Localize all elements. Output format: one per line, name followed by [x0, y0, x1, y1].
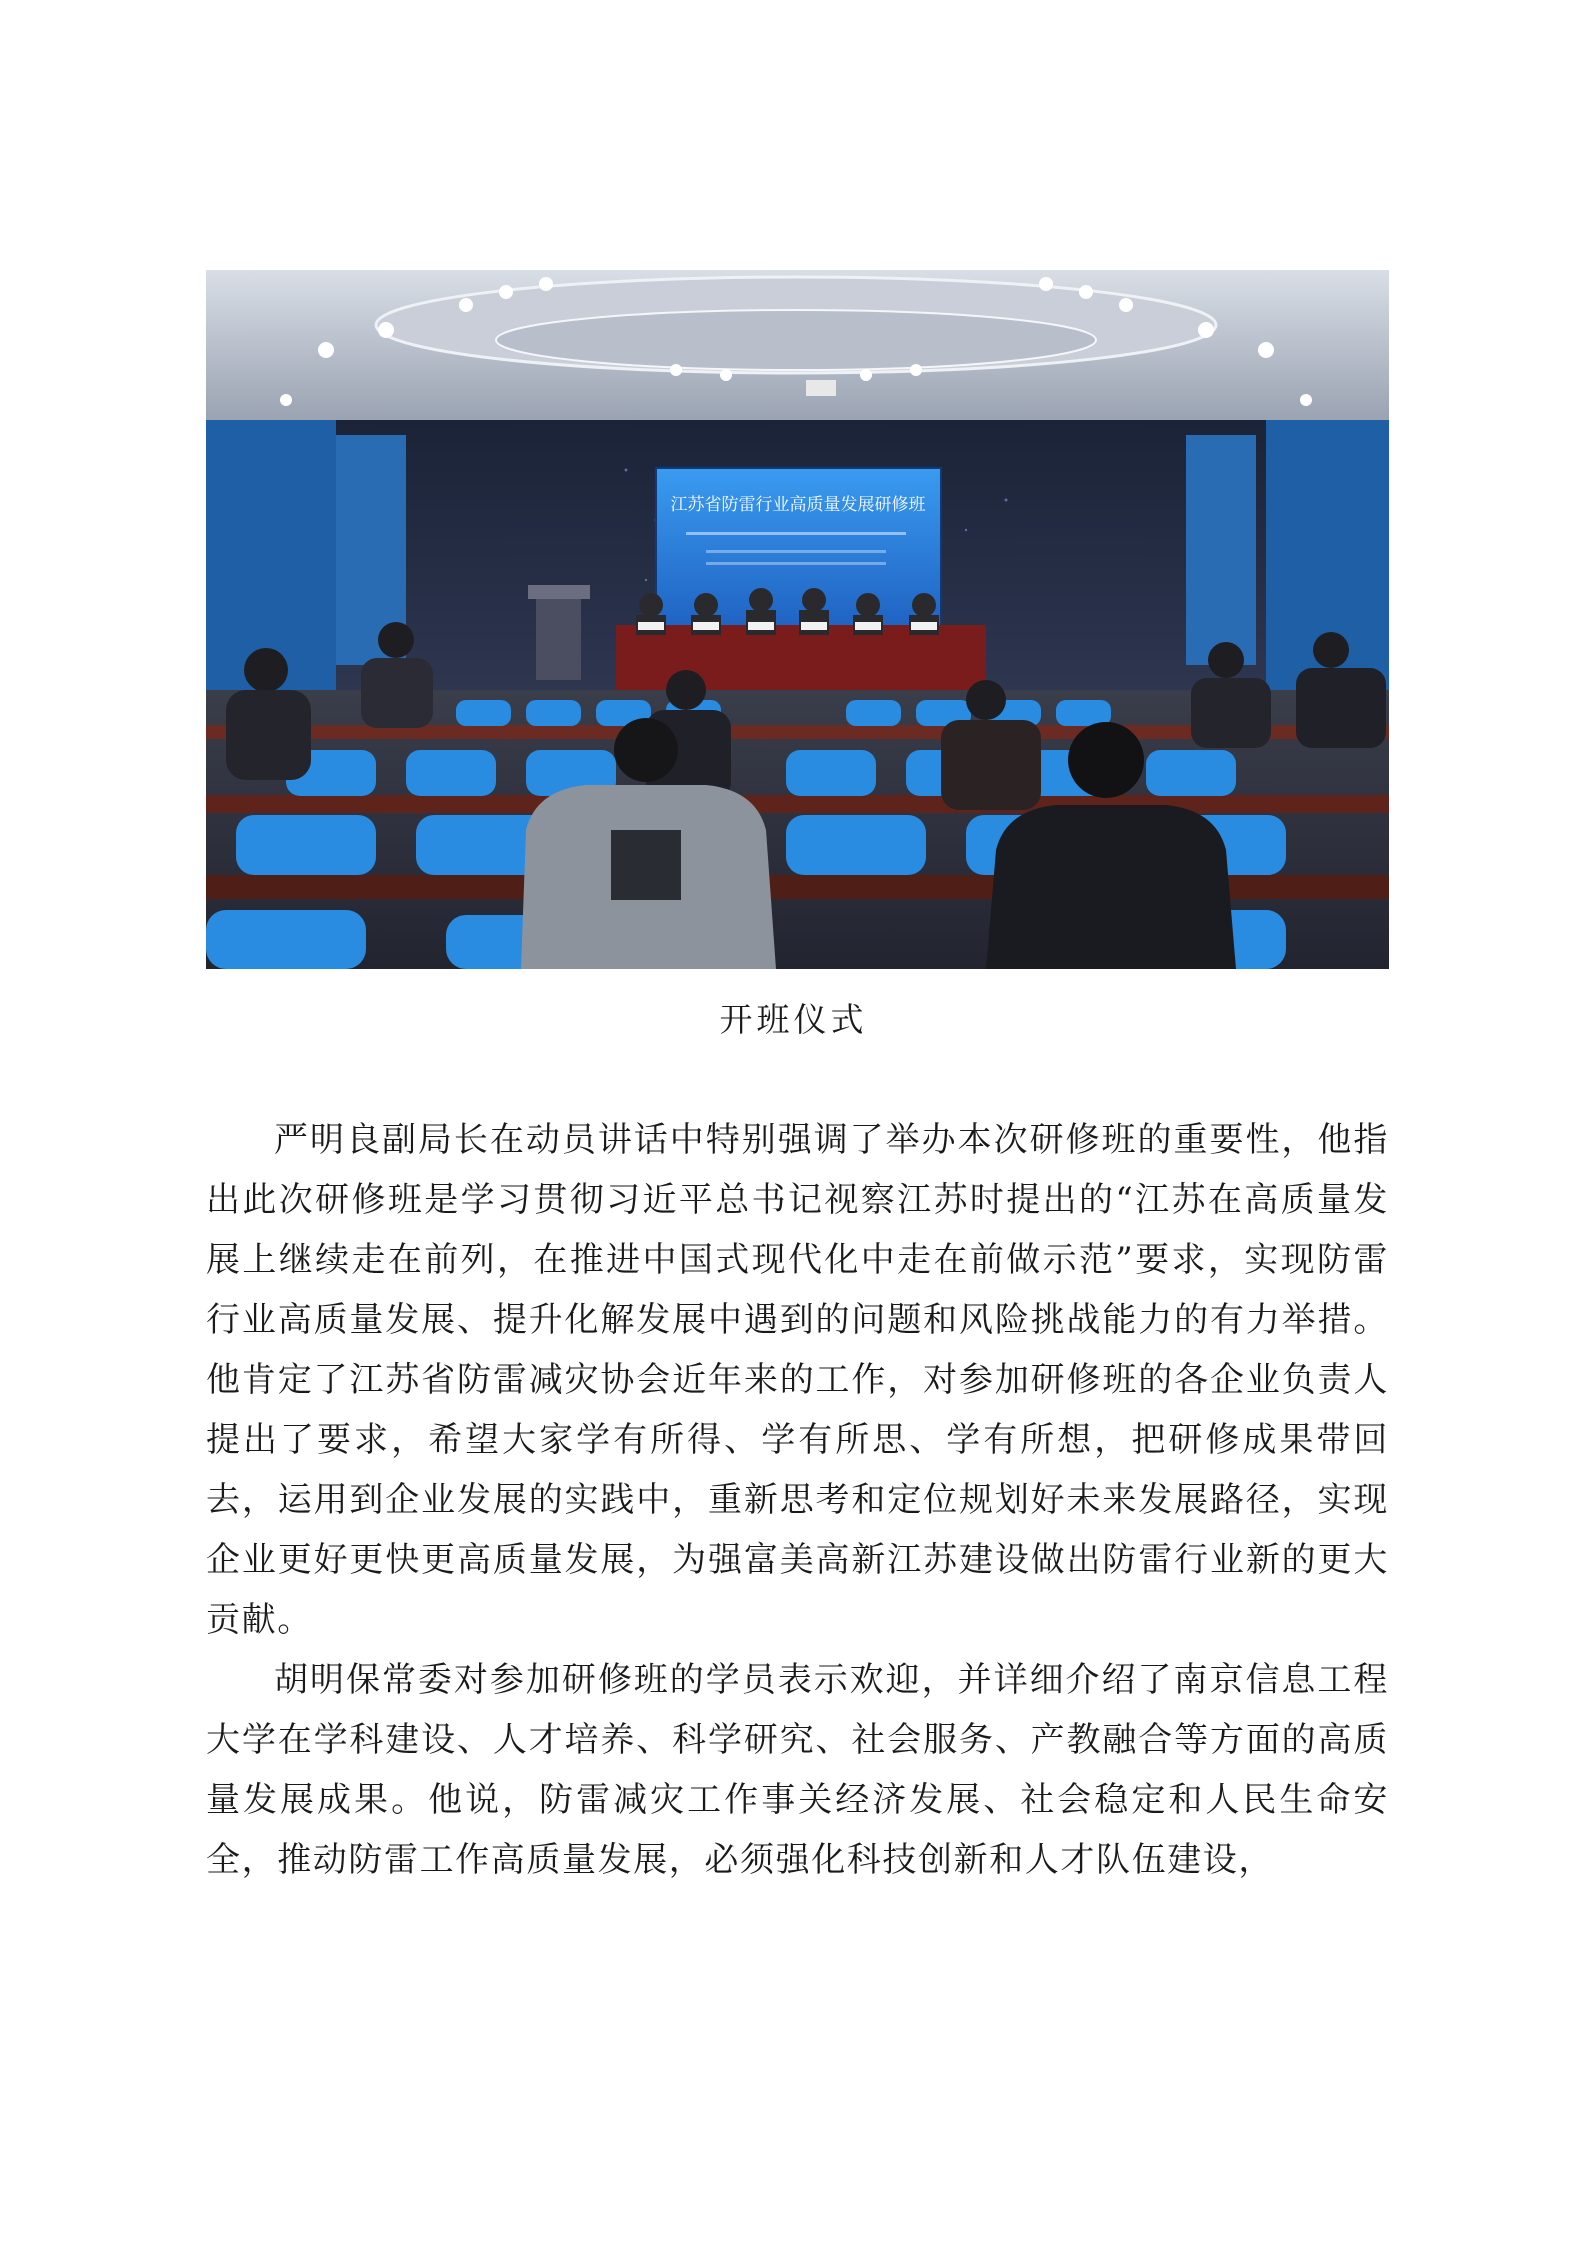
paragraph-2: 胡明保常委对参加研修班的学员表示欢迎，并详细介绍了南京信息工程大学在学科建设、人才培养、科学研究、社会服务、产教融合等方面的高质量发展成果。他说，防雷减灾工作事关经济发展、社会稳定和人民生命安全，推动防雷工作高质量发展，必须强化科技创新和人才队伍建设，: [206, 1660, 1389, 1880]
screen-line-2: [706, 550, 886, 553]
ceiling-ring-inner: [496, 310, 1096, 370]
projector: [806, 380, 836, 396]
right-window-blind-2: [1186, 435, 1256, 665]
article-body: [206, 1110, 1389, 1890]
screen-banner-title: 江苏省防雷行业高质量发展研修班: [670, 495, 926, 515]
podium: [536, 590, 581, 680]
photo-caption: 开班仪式: [719, 1000, 868, 1039]
paragraph-1: 严明良副局长在动员讲话中特别强调了举办本次研修班的重要性，他指出此次研修班是学习贯彻习近平总书记视察江苏时提出的“江苏在高质量发展上继续走在前列，在推进中国式现代化中走在前做示范”要求，实现防雷行业高质量发展、提升化解发展中遇到的问题和风险挑战能力的有力举措。他肯定了江苏省防雷减灾协会近年来的工作，对参加研修班的各企业负责人提出了要求，希望大家学有所得、学有所思、学有所想，把研修成果带回去，运用到企业发展的实践中，重新思考和定位规划好未来发展路径，实现企业更好更快更高质量发展，为强富美高新江苏建设做出防雷行业新的更大贡献。: [206, 1120, 1389, 1640]
screen-line: [686, 532, 906, 535]
desk-row-2: [206, 795, 1389, 813]
conference-photo: [206, 270, 1389, 969]
screen-line-3: [706, 562, 886, 565]
podium-top: [528, 585, 590, 599]
attendee-black-jacket: [986, 805, 1236, 969]
conference-photo-svg: [206, 270, 1389, 969]
